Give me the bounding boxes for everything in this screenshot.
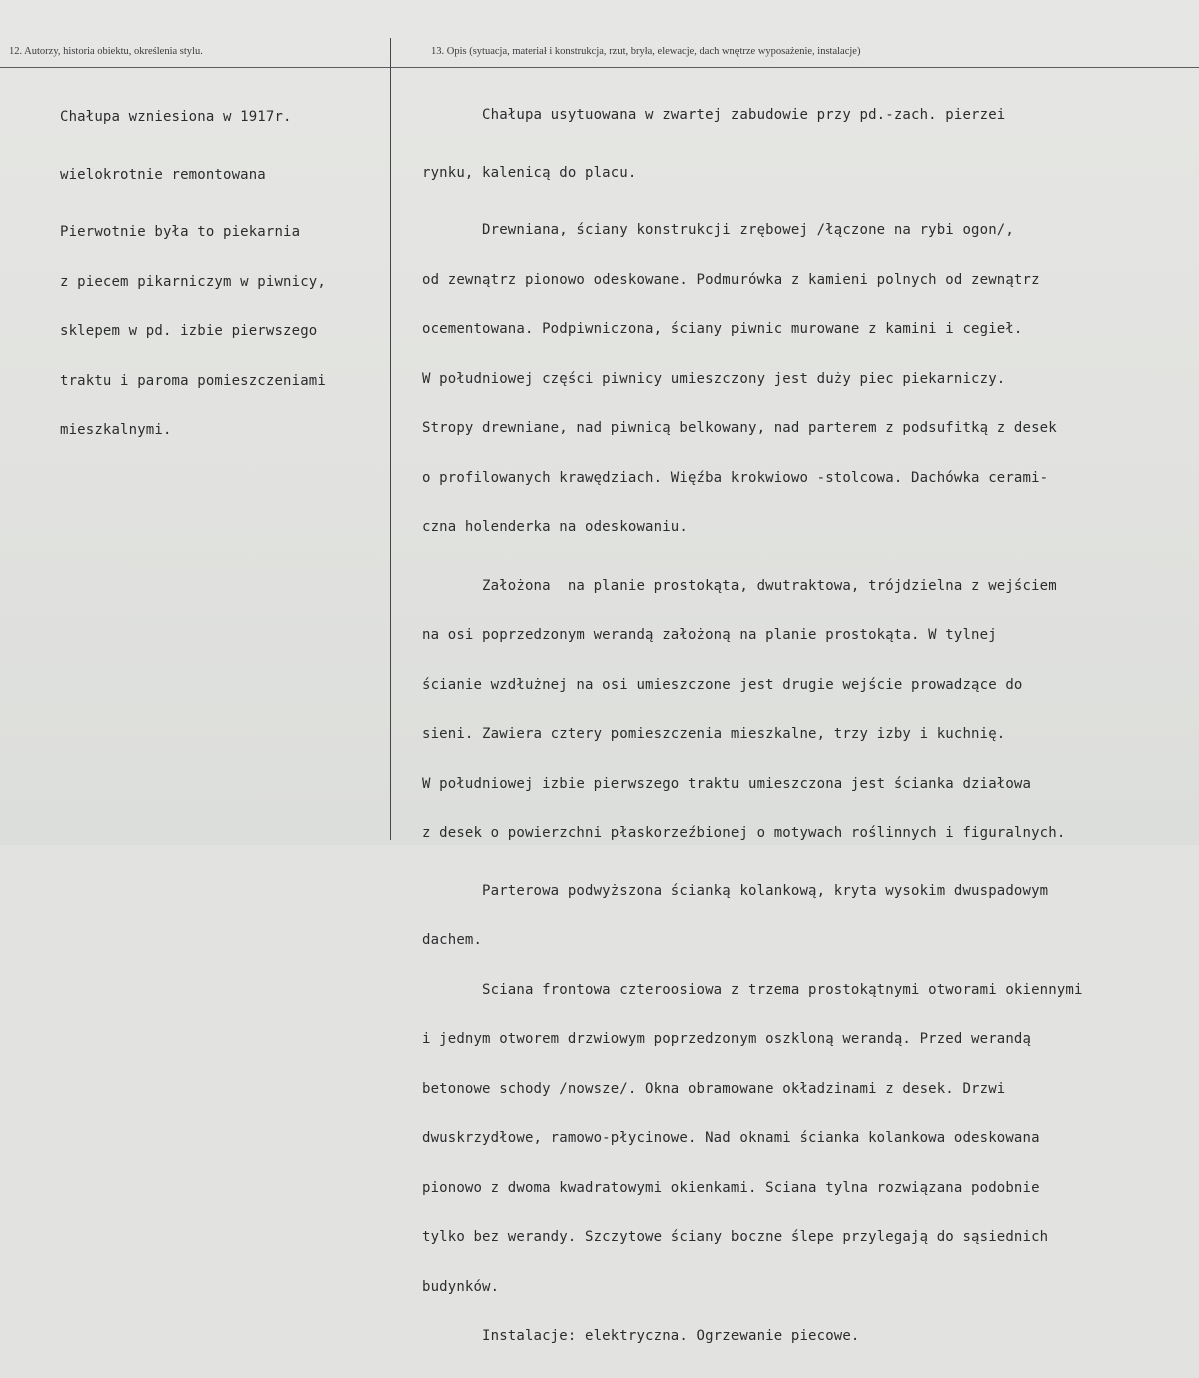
description-line: dachem.: [422, 932, 483, 948]
history-line: traktu i paroma pomieszczeniami: [60, 372, 326, 389]
description-line: pionowo z dwoma kwadratowymi okienkami. Sciana tylna rozwiązana podobnie: [422, 1179, 1040, 1196]
description-line: Chałupa usytuowana w zwartej zabudowie przy pd.-zach. pierzei: [422, 107, 1006, 123]
description-line: ścianie wzdłużnej na osi umieszczone jest drugie wejście prowadzące do: [422, 676, 1023, 693]
history-line: Pierwotnie była to piekarnia: [60, 224, 301, 240]
description-line: Instalacje: elektryczna. Ogrzewanie piecowe.: [422, 1328, 860, 1344]
section-12-header: 12. Autorzy, historia obiektu, określenia stylu.: [9, 46, 203, 57]
description-line: Sciana frontowa czteroosiowa z trzema prostokątnymi otworami okiennymi: [422, 981, 1083, 998]
history-line: mieszkalnymi.: [60, 422, 172, 438]
description-line: sieni. Zawiera cztery pomieszczenia mieszkalne, trzy izby i kuchnię.: [422, 726, 1006, 742]
description-line: ocementowana. Podpiwniczona, ściany piwnic murowane z kamini i cegieł.: [422, 321, 1023, 337]
description-line: Drewniana, ściany konstrukcji zrębowej /łączone na rybi ogon/,: [422, 222, 1014, 238]
description-line: Stropy drewniane, nad piwnicą belkowany, nad parterem z podsufitką z desek: [422, 420, 1057, 436]
description-line: na osi poprzedzonym werandą założoną na planie prostokąta. W tylnej: [422, 627, 997, 643]
description-line: dwuskrzydłowe, ramowo-płycinowe. Nad oknami ścianka kolankowa odeskowana: [422, 1130, 1040, 1146]
description-line: W południowej izbie pierwszego traktu umieszczona jest ścianka działowa: [422, 775, 1032, 792]
description-line: czna holenderka na odeskowaniu.: [422, 519, 688, 535]
history-line: wielokrotnie remontowana: [60, 166, 266, 183]
history-line: Chałupa wzniesiona w 1917r.: [60, 109, 292, 125]
description-line: Parterowa podwyższona ścianką kolankową, kryta wysokim dwuspadowym: [422, 882, 1049, 899]
description-column: [422, 74, 1083, 1378]
description-line: od zewnątrz pionowo odeskowane. Podmurówka z kamieni polnych od zewnątrz: [422, 271, 1040, 288]
section-13-header: 13. Opis (sytuacja, materiał i konstrukcja, rzut, bryła, elewacje, dach wnętrze wyposażenie, instalacje): [431, 46, 861, 57]
description-line: betonowe schody /nowsze/. Okna obramowane okładzinami z desek. Drzwi: [422, 1080, 1006, 1097]
history-column: [60, 76, 326, 472]
history-line: sklepem w pd. izbie pierwszego: [60, 323, 318, 339]
header-divider: [0, 67, 1199, 68]
description-line: W południowej części piwnicy umieszczony jest duży piec piekarniczy.: [422, 370, 1006, 387]
description-line: budynków.: [422, 1278, 500, 1295]
description-line: i jednym otworem drzwiowym poprzedzonym oszkloną werandą. Przed werandą: [422, 1031, 1032, 1047]
description-line: o profilowanych krawędziach. Więźba krokwiowo -stolcowa. Dachówka cerami-: [422, 469, 1049, 486]
history-line: z piecem pikarniczym w piwnicy,: [60, 273, 326, 290]
description-line: rynku, kalenicą do placu.: [422, 164, 637, 181]
description-line: Założona na planie prostokąta, dwutraktowa, trójdzielna z wejściem: [422, 577, 1057, 594]
column-divider: [390, 38, 391, 840]
description-line: tylko bez werandy. Szczytowe ściany boczne ślepe przylegają do sąsiednich: [422, 1229, 1049, 1245]
description-line: z desek o powierzchni płaskorzeźbionej o motywach roślinnych i figuralnych.: [422, 825, 1066, 841]
